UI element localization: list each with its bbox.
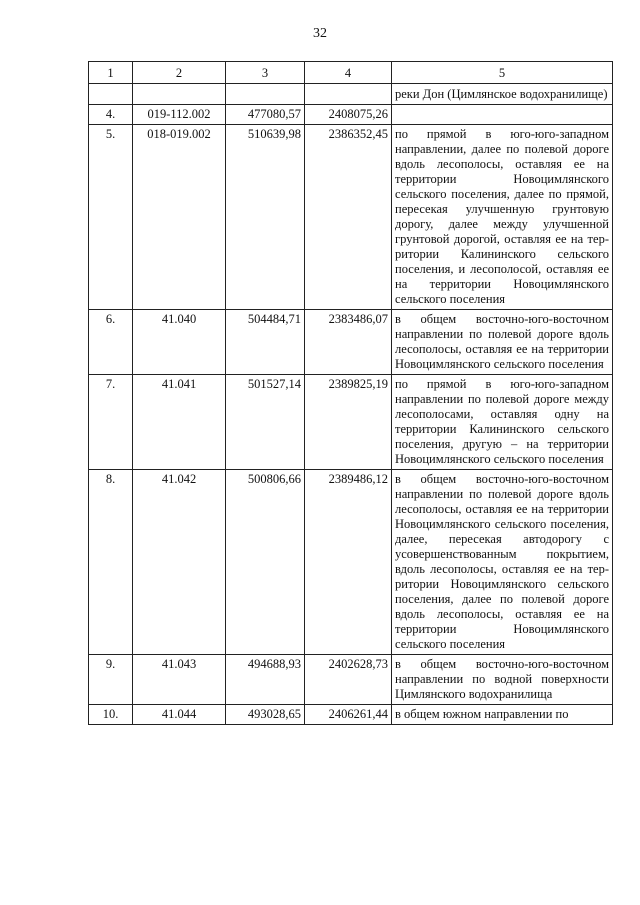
row-number: 10.: [89, 705, 133, 725]
table-header-row: [89, 62, 613, 84]
coordinate-x: 504484,71: [226, 310, 305, 375]
table-row: [89, 125, 613, 310]
row-number: [89, 84, 133, 105]
coordinate-y: 2389825,19: [305, 375, 392, 470]
coordinate-y: 2408075,26: [305, 105, 392, 125]
table-row: [89, 375, 613, 470]
coordinate-x: 494688,93: [226, 655, 305, 705]
table-row: [89, 705, 613, 725]
point-code: 018-019.002: [133, 125, 226, 310]
coordinate-x: 510639,98: [226, 125, 305, 310]
boundary-description: по прямой в юго-юго-западном направлении по полевой дороге между лесополосами, оставляя одну на территории Калининского сельского поселения, другую – на территории Новоцимлянского сельского поселения: [392, 375, 613, 470]
row-number: 7.: [89, 375, 133, 470]
point-code: 41.040: [133, 310, 226, 375]
coordinate-y: 2389486,12: [305, 470, 392, 655]
header-col-3: 3: [226, 62, 305, 84]
boundary-description: в общем восточно-юго-восточном направлении по водной поверхности Цимлянского водохранилища: [392, 655, 613, 705]
boundary-description: [392, 105, 613, 125]
coordinate-y: [305, 84, 392, 105]
row-number: 4.: [89, 105, 133, 125]
coordinate-x: 493028,65: [226, 705, 305, 725]
header-col-5: 5: [392, 62, 613, 84]
point-code: [133, 84, 226, 105]
coordinate-x: [226, 84, 305, 105]
header-col-2: 2: [133, 62, 226, 84]
table-row: [89, 470, 613, 655]
row-number: 8.: [89, 470, 133, 655]
point-code: 019-112.002: [133, 105, 226, 125]
page-number: 32: [313, 26, 327, 41]
coordinate-x: 500806,66: [226, 470, 305, 655]
point-code: 41.044: [133, 705, 226, 725]
boundary-description: в общем южном направлении по: [392, 705, 613, 725]
coordinate-y: 2406261,44: [305, 705, 392, 725]
coordinate-x: 477080,57: [226, 105, 305, 125]
header-col-1: 1: [89, 62, 133, 84]
boundary-description: реки Дон (Цимлянское водохранилище): [392, 84, 613, 105]
coordinate-y: 2386352,45: [305, 125, 392, 310]
row-number: 5.: [89, 125, 133, 310]
coordinate-y: 2402628,73: [305, 655, 392, 705]
boundary-description: по прямой в юго-юго-западном направлении, далее по полевой дороге вдоль лесополосы, оставляя ее на территории Новоцимлянского сельского поселения, далее по прямой, пересекая улучшенную грунтовую дорогу, далее между улучшенной грунтовой дорогой, оставляя ее на территории Калининского сельского поселения, и лесополосой, оставляя ее на территории Новоцимлянского сельского поселения: [392, 125, 613, 310]
boundary-description: в общем восточно-юго-восточном направлении по полевой дороге вдоль лесополосы, оставляя ее на территории Новоцимлянского сельского поселения: [392, 310, 613, 375]
table-row: [89, 105, 613, 125]
coordinate-x: 501527,14: [226, 375, 305, 470]
point-code: 41.042: [133, 470, 226, 655]
row-number: 6.: [89, 310, 133, 375]
point-code: 41.043: [133, 655, 226, 705]
header-col-4: 4: [305, 62, 392, 84]
table-row: [89, 84, 613, 105]
table-row: [89, 310, 613, 375]
point-code: 41.041: [133, 375, 226, 470]
coordinate-y: 2383486,07: [305, 310, 392, 375]
row-number: 9.: [89, 655, 133, 705]
table-row: [89, 655, 613, 705]
boundary-description: в общем восточно-юго-восточном направлении по полевой дороге вдоль лесополосы, оставляя ее на территории Новоцимлянского сельского поселения, далее, пересекая автодорогу с усовершенствованным покрытием, вдоль лесополосы, оставляя ее на территории Новоцимлянского сельского поселения, далее по полевой дороге вдоль лесополосы, оставляя ее на территории Новоцимлянского сельского поселения: [392, 470, 613, 655]
boundary-table: [88, 61, 613, 725]
